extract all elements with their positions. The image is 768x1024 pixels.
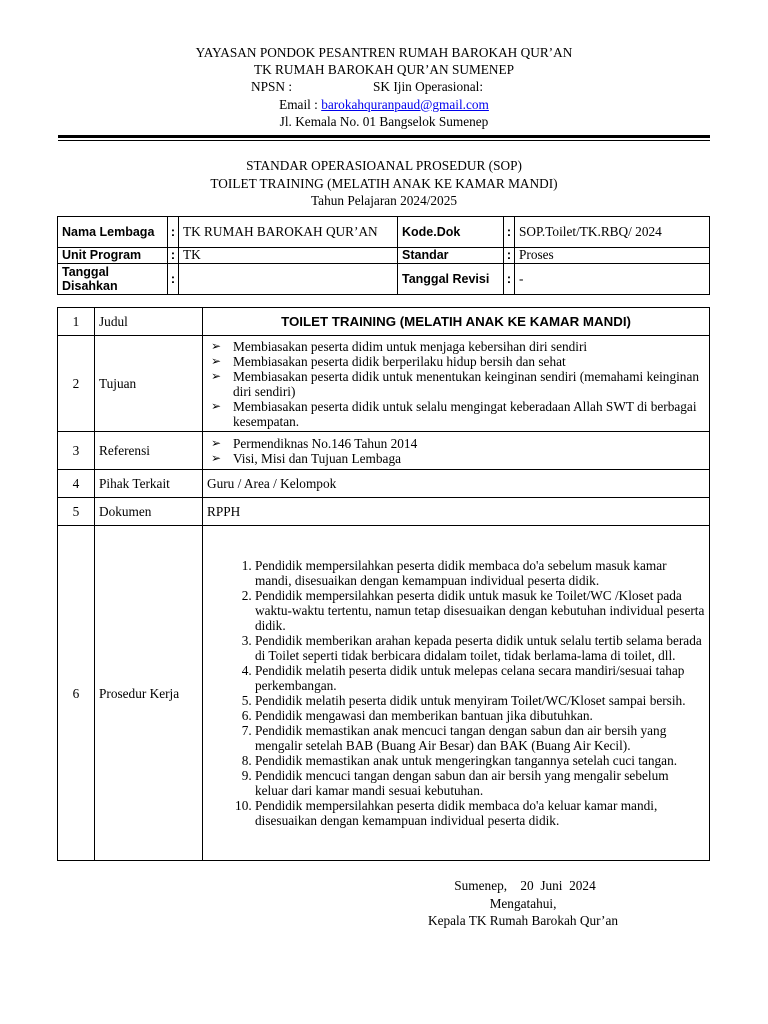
unit-program-label: Unit Program [58,248,168,264]
colon: : [504,248,515,264]
signature-block [410,877,636,930]
list-item: 6. Pendidik mengawasi dan memberikan bantuan jika dibutuhkan. [255,708,705,723]
meta-table [57,216,710,295]
referensi-cell [203,432,710,470]
row-number: 2 [58,336,95,432]
list-item: ➢ Membiasakan peserta didim untuk menjaga kebersihan diri sendiri [233,339,705,354]
colon: : [504,264,515,295]
dokumen-value: RPPH [203,498,710,526]
meta-row [58,248,710,264]
pihak-terkait-value: Guru / Area / Kelompok [203,470,710,498]
address: Jl. Kemala No. 01 Bangselok Sumenep [279,113,489,129]
signature-role: Kepala TK Rumah Barokah Qur’an [427,913,619,928]
nama-lembaga-label: Nama Lembaga [58,217,168,248]
sk-label: SK Ijin Operasional: [373,79,484,95]
table-row [58,336,710,432]
tanggal-disahkan-label: Tanggal Disahkan [58,264,168,295]
list-item: 9. Pendidik mencuci tangan dengan sabun dan air bersih yang mengalir sebelum keluar dari kamar mandi sesuai kebutuhan. [255,768,705,798]
referensi-list [207,436,705,466]
header-rule-thin [58,140,710,141]
title-line-2: TOILET TRAINING (MELATIH ANAK KE KAMAR MANDI) [210,175,558,191]
standar-value: Proses [515,248,710,264]
signature-acknowledged: Mengatahui, [489,895,557,911]
list-item: 3. Pendidik memberikan arahan kepada peserta didik untuk selalu tertib selama berada di Toilet seperti tidak berbicara didalam toilet, tidak berlama-lama di toilet, dll. [255,633,705,663]
list-item: 7. Pendidik memastikan anak mencuci tangan dengan sabun dan air bersih yang mengalir setelah BAB (Buang Air Besar) dan BAK (Buang Air Kecil). [255,723,705,753]
unit-program-value: TK [179,248,398,264]
nama-lembaga-value: TK RUMAH BAROKAH QUR’AN [179,217,398,248]
table-row [58,526,710,861]
row-label: Dokumen [95,498,203,526]
row-label: Referensi [95,432,203,470]
foundation-name: YAYASAN PONDOK PESANTREN RUMAH BAROKAH QUR’AN [195,45,573,60]
list-item: ➢ Membiasakan peserta didik berperilaku hidup bersih dan sehat [233,354,705,369]
document-title [0,157,768,210]
row-label: Tujuan [95,336,203,432]
row-number: 3 [58,432,95,470]
row-number: 5 [58,498,95,526]
row-label: Judul [95,308,203,336]
list-item: ➢ Visi, Misi dan Tujuan Lembaga [233,451,705,466]
prosedur-list [207,558,705,828]
signature-place-date: Sumenep, 20 Juni 2024 [454,878,596,893]
table-row [58,498,710,526]
list-item: 5. Pendidik melatih peserta didik untuk menyiram Toilet/WC/Kloset sampai bersih. [255,693,705,708]
school-name: TK RUMAH BAROKAH QUR’AN SUMENEP [253,62,515,78]
tujuan-cell [203,336,710,432]
email-label: Email : [279,96,318,112]
row-number: 1 [58,308,95,336]
email-link[interactable]: barokahquranpaud@gmail.com [321,96,489,112]
list-item: 2. Pendidik mempersilahkan peserta didik untuk masuk ke Toilet/WC /Kloset pada waktu-waktu tertentu, namun tetap disesuaikan dengan kebutuhan individual peserta didik. [255,588,705,633]
list-item: ➢ Permendiknas No.146 Tahun 2014 [233,436,705,451]
row-number: 4 [58,470,95,498]
row-label: Pihak Terkait [95,470,203,498]
colon: : [168,264,179,295]
table-row [58,470,710,498]
header-rule-thick [58,135,710,138]
kode-dok-value: SOP.Toilet/TK.RBQ/ 2024 [515,217,710,248]
tanggal-revisi-value: - [515,264,710,295]
list-item: ➢ Membiasakan peserta didik untuk menentukan keinginan sendiri (memahami keinginan diri sendiri) [233,369,705,399]
sop-table [57,307,710,861]
table-row [58,432,710,470]
letterhead [0,44,768,130]
email-row [0,96,768,113]
list-item: ➢ Membiasakan peserta didik untuk selalu mengingat keberadaan Allah SWT di berbagai kesempatan. [233,399,705,429]
row-label: Prosedur Kerja [95,526,203,861]
npsn-row [0,78,768,95]
colon: : [168,248,179,264]
colon: : [168,217,179,248]
title-line-1: STANDAR OPERASIOANAL PROSEDUR (SOP) [246,158,522,173]
list-item: 1. Pendidik mempersilahkan peserta didik membaca do'a sebelum masuk kamar mandi, disesuaikan dengan kemampuan individual peserta didik. [255,558,705,588]
title-line-3: Tahun Pelajaran 2024/2025 [310,193,458,208]
list-item: 4. Pendidik melatih peserta didik untuk melepas celana secara mandiri/sesuai tahap perkembangan. [255,663,705,693]
prosedur-cell [203,526,710,861]
table-row [58,308,710,336]
meta-row [58,264,710,295]
meta-row [58,217,710,248]
list-item: 8. Pendidik memastikan anak untuk mengeringkan tangannya setelah cuci tangan. [255,753,705,768]
list-item: 10. Pendidik mempersilahkan peserta didik membaca do'a keluar kamar mandi, disesuaikan dengan kemampuan individual peserta didik. [255,798,705,828]
sop-title: TOILET TRAINING (MELATIH ANAK KE KAMAR MANDI) [203,308,710,336]
npsn-label: NPSN : [251,79,293,95]
colon: : [504,217,515,248]
tanggal-revisi-label: Tanggal Revisi [398,264,504,295]
tanggal-disahkan-value [179,264,398,295]
kode-dok-label: Kode.Dok [398,217,504,248]
row-number: 6 [58,526,95,861]
standar-label: Standar [398,248,504,264]
tujuan-list [207,339,705,429]
